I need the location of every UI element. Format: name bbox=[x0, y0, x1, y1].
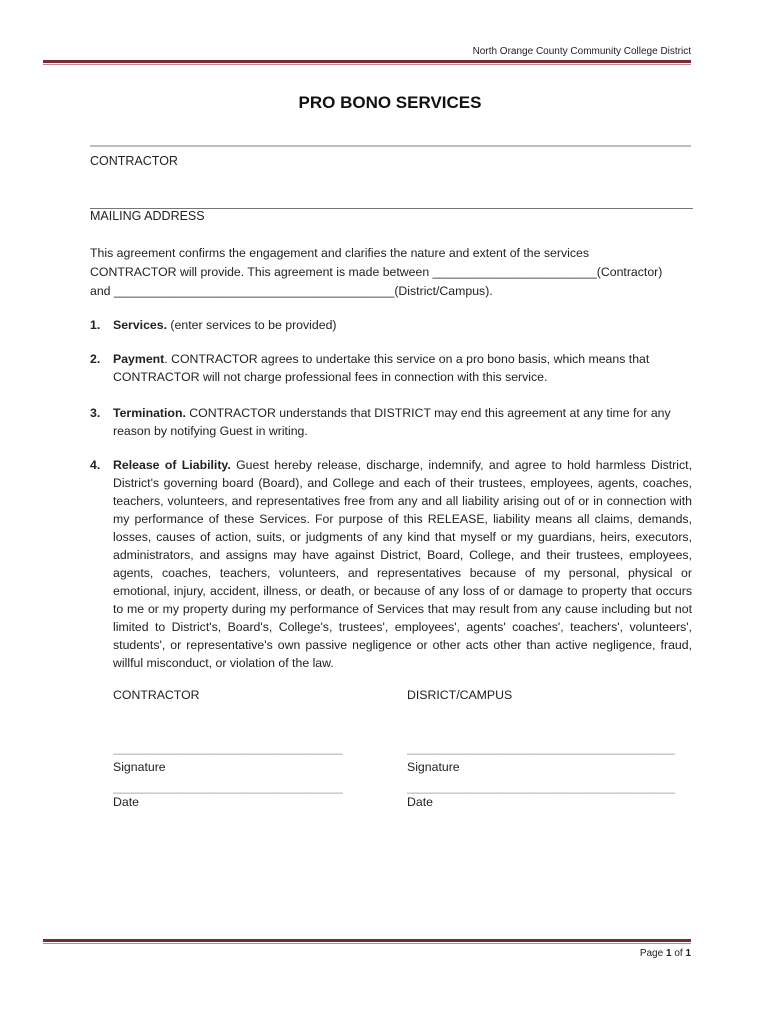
page-total: 1 bbox=[685, 948, 691, 959]
item-heading: Payment bbox=[113, 352, 165, 366]
item-heading: Termination. bbox=[113, 406, 186, 420]
page-word: Page bbox=[639, 948, 664, 959]
item-text: . CONTRACTOR agrees to undertake this service on a pro bono basis, which means that CONTRACTOR will not charge professional fees in connection with this service. bbox=[113, 352, 650, 384]
district-signature-label: Signature bbox=[407, 760, 460, 774]
header-org: North Orange County Community College District bbox=[472, 46, 691, 57]
item-payment bbox=[90, 350, 692, 386]
contractor-signature-label: Signature bbox=[113, 760, 166, 774]
intro-line-3: and _________________________________________(District/Campus). bbox=[90, 284, 493, 298]
district-signature-heading: DISRICT/CAMPUS bbox=[407, 688, 513, 702]
footer-rule-thin bbox=[43, 943, 691, 944]
header-rule-thin bbox=[43, 64, 691, 65]
page-title: PRO BONO SERVICES bbox=[298, 93, 482, 112]
contractor-signature-line[interactable]: ____________________________________ bbox=[113, 741, 343, 755]
header-rule bbox=[43, 60, 691, 63]
item-heading: Release of Liability. bbox=[113, 458, 231, 472]
item-number: 1. bbox=[90, 318, 101, 332]
district-date-label: Date bbox=[407, 795, 433, 809]
mailing-address-label: MAILING ADDRESS bbox=[90, 209, 205, 223]
item-text: CONTRACTOR understands that DISTRICT may end this agreement at any time for any reason by notifying Guest in writing. bbox=[113, 406, 671, 438]
intro-line-1: This agreement confirms the engagement and clarifies the nature and extent of the services bbox=[90, 246, 589, 260]
contractor-date-line[interactable]: ____________________________________ bbox=[113, 780, 343, 794]
contractor-signature-heading: CONTRACTOR bbox=[113, 688, 200, 702]
item-number: 4. bbox=[90, 458, 101, 472]
item-services bbox=[90, 316, 692, 334]
contractor-divider bbox=[90, 145, 691, 147]
of-word: of bbox=[674, 948, 683, 959]
district-signature-line[interactable]: __________________________________________ bbox=[407, 741, 675, 755]
footer-rule bbox=[43, 939, 691, 942]
item-text: Guest hereby release, discharge, indemnify, and agree to hold harmless District, District's governing board (Board), and College and each of their trustees, employees, agents, coaches, teachers, volunteers, and representatives free from any and all liability arising out of or in connection with my performance of these Services. For purpose of this RELEASE, liability means all claims, demands, losses, causes of action, suits, or judgments of any kind that myself or my guardians, heirs, executors, administrators, and assigns may have against District, Board, College, and their trustees, employees, agents, coaches, teachers, volunteers, and representatives because of my personal, physical or emotional, injury, accident, illness, or death, or because of any loss of or damage to property that occurs to me or my property during my performance of Services that may result from any cause including but not limited to District's, Board's, College's, trustees', employees', agents' coaches', teachers', volunteers', students', or representative's own passive negligence or other acts other than active negligence, fraud, willful misconduct, or violation of the law. bbox=[113, 458, 692, 670]
item-heading: Services. bbox=[113, 318, 168, 332]
item-number: 3. bbox=[90, 406, 101, 420]
page-number bbox=[640, 948, 691, 959]
item-number: 2. bbox=[90, 352, 101, 366]
intro-line-2: CONTRACTOR will provide. This agreement is made between ________________________(Contractor) bbox=[90, 265, 663, 279]
page-current: 1 bbox=[665, 948, 672, 959]
contractor-date-label: Date bbox=[113, 795, 139, 809]
item-termination bbox=[90, 404, 692, 440]
item-text: (enter services to be provided) bbox=[167, 318, 337, 332]
contractor-label: CONTRACTOR bbox=[90, 154, 178, 168]
district-date-line[interactable]: __________________________________________ bbox=[407, 780, 675, 794]
item-release-of-liability bbox=[90, 456, 692, 672]
intro-paragraph bbox=[90, 244, 695, 301]
